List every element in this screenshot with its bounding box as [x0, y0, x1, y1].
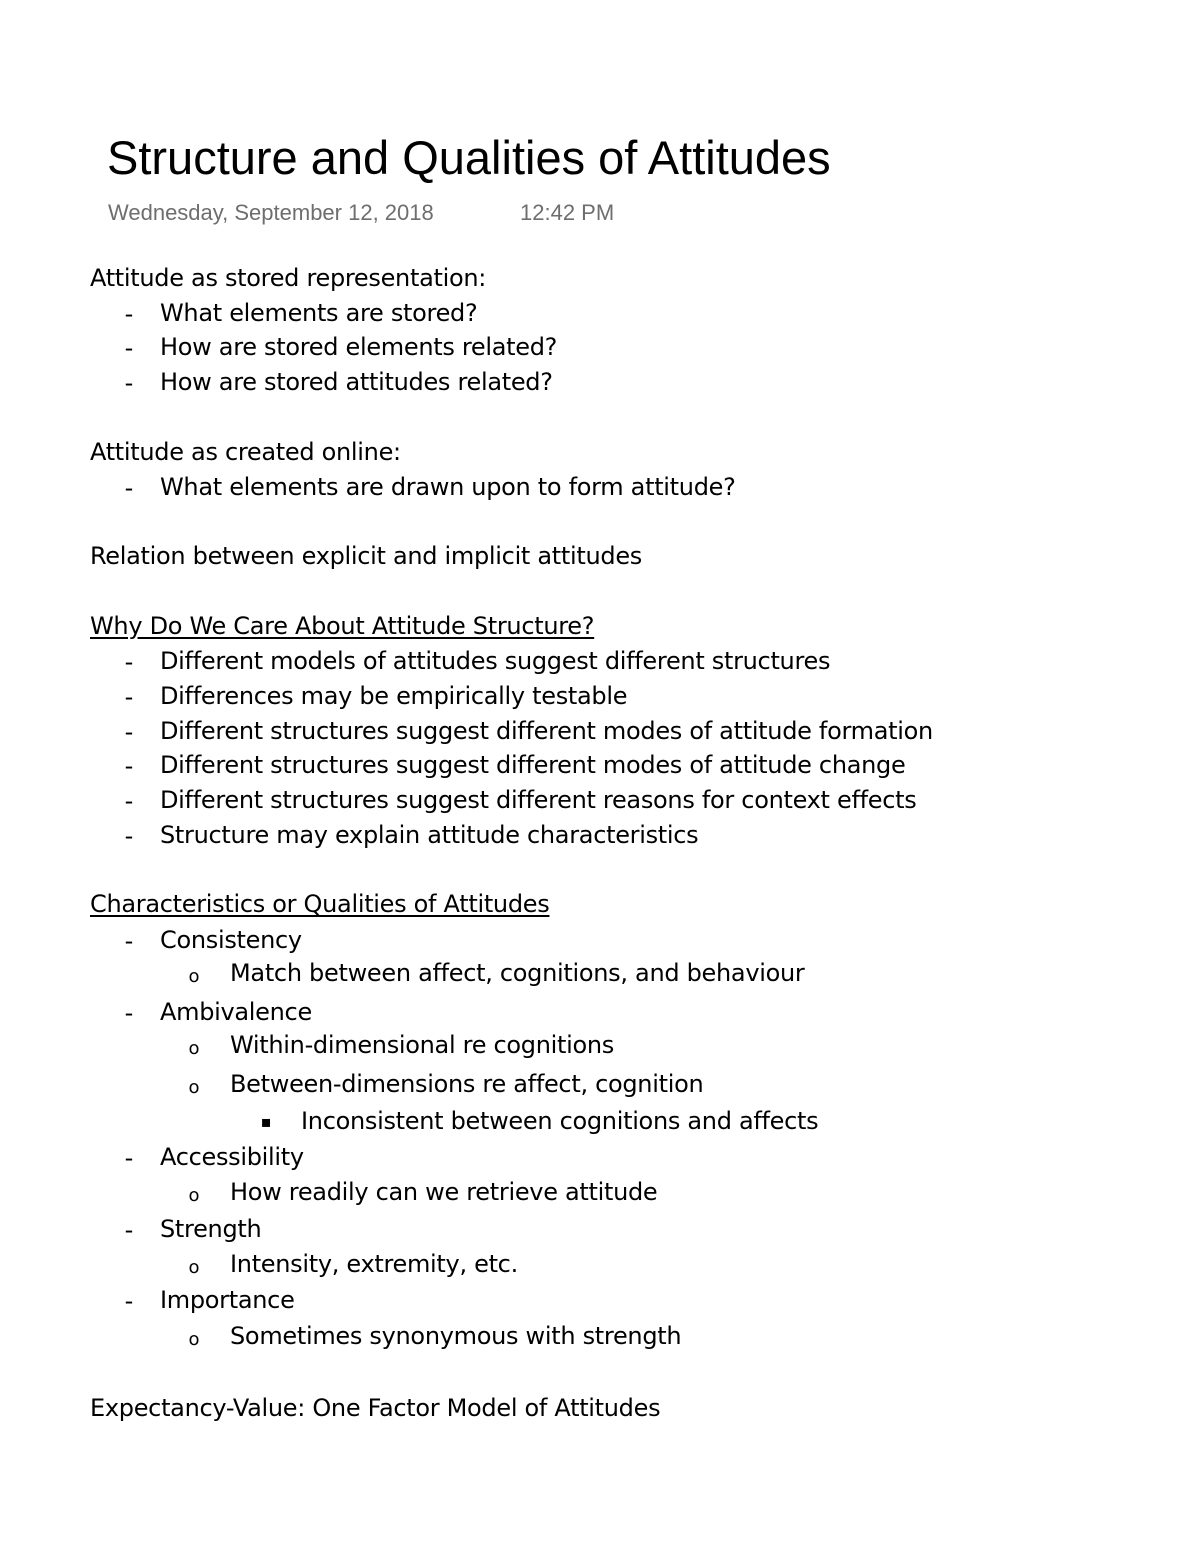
section-heading-expectancy: Expectancy-Value: One Factor Model of Attitudes — [90, 1394, 661, 1422]
dash-bullet: - — [124, 752, 134, 780]
dash-bullet: - — [124, 1287, 134, 1315]
list-item-importance: Importance — [160, 1286, 295, 1314]
list-item-ambivalence: Ambivalence — [160, 998, 312, 1026]
list-item: Different models of attitudes suggest different structures — [160, 647, 831, 675]
dash-bullet: - — [124, 718, 134, 746]
sub-list-item: How readily can we retrieve attitude — [230, 1178, 658, 1206]
page-time: 12:42 PM — [520, 200, 615, 225]
section-heading-relation: Relation between explicit and implicit attitudes — [90, 542, 642, 570]
list-item: What elements are stored? — [160, 299, 478, 327]
dash-bullet: - — [124, 999, 134, 1027]
dash-bullet: - — [124, 822, 134, 850]
sub-list-item: Within-dimensional re cognitions — [230, 1031, 614, 1059]
dash-bullet: - — [124, 1144, 134, 1172]
dash-bullet: - — [124, 334, 134, 362]
section-heading-stored: Attitude as stored representation: — [90, 264, 487, 292]
list-item: Different structures suggest different modes of attitude change — [160, 751, 906, 779]
dash-bullet: - — [124, 683, 134, 711]
dash-bullet: - — [124, 787, 134, 815]
dash-bullet: - — [124, 300, 134, 328]
section-heading-why: Why Do We Care About Attitude Structure? — [90, 612, 595, 640]
list-item-accessibility: Accessibility — [160, 1143, 304, 1171]
dash-bullet: - — [124, 927, 134, 955]
sub-list-item: Sometimes synonymous with strength — [230, 1322, 682, 1350]
sub-list-item: Intensity, extremity, etc. — [230, 1250, 518, 1278]
list-item: What elements are drawn upon to form attitude? — [160, 473, 736, 501]
sub-sub-list-item: Inconsistent between cognitions and affects — [301, 1107, 819, 1135]
circle-bullet: o — [188, 1185, 200, 1206]
list-item: How are stored elements related? — [160, 333, 558, 361]
dash-bullet: - — [124, 648, 134, 676]
section-heading-characteristics: Characteristics or Qualities of Attitudes — [90, 890, 550, 918]
list-item: How are stored attitudes related? — [160, 368, 553, 396]
sub-list-item: Match between affect, cognitions, and behaviour — [230, 959, 805, 987]
list-item-consistency: Consistency — [160, 926, 302, 954]
list-item-strength: Strength — [160, 1215, 262, 1243]
page-title: Structure and Qualities of Attitudes — [107, 131, 831, 184]
list-item: Structure may explain attitude characteristics — [160, 821, 699, 849]
circle-bullet: o — [188, 1077, 200, 1098]
section-heading-online: Attitude as created online: — [90, 438, 401, 466]
list-item: Differences may be empirically testable — [160, 682, 628, 710]
circle-bullet: o — [188, 966, 200, 987]
circle-bullet: o — [188, 1329, 200, 1350]
circle-bullet: o — [188, 1038, 200, 1059]
dash-bullet: - — [124, 1216, 134, 1244]
circle-bullet: o — [188, 1257, 200, 1278]
list-item: Different structures suggest different modes of attitude formation — [160, 717, 933, 745]
dash-bullet: - — [124, 369, 134, 397]
square-bullet: ▪ — [260, 1112, 272, 1131]
list-item: Different structures suggest different reasons for context effects — [160, 786, 917, 814]
sub-list-item: Between-dimensions re affect, cognition — [230, 1070, 704, 1098]
dash-bullet: - — [124, 474, 134, 502]
page-date: Wednesday, September 12, 2018 — [108, 200, 434, 225]
